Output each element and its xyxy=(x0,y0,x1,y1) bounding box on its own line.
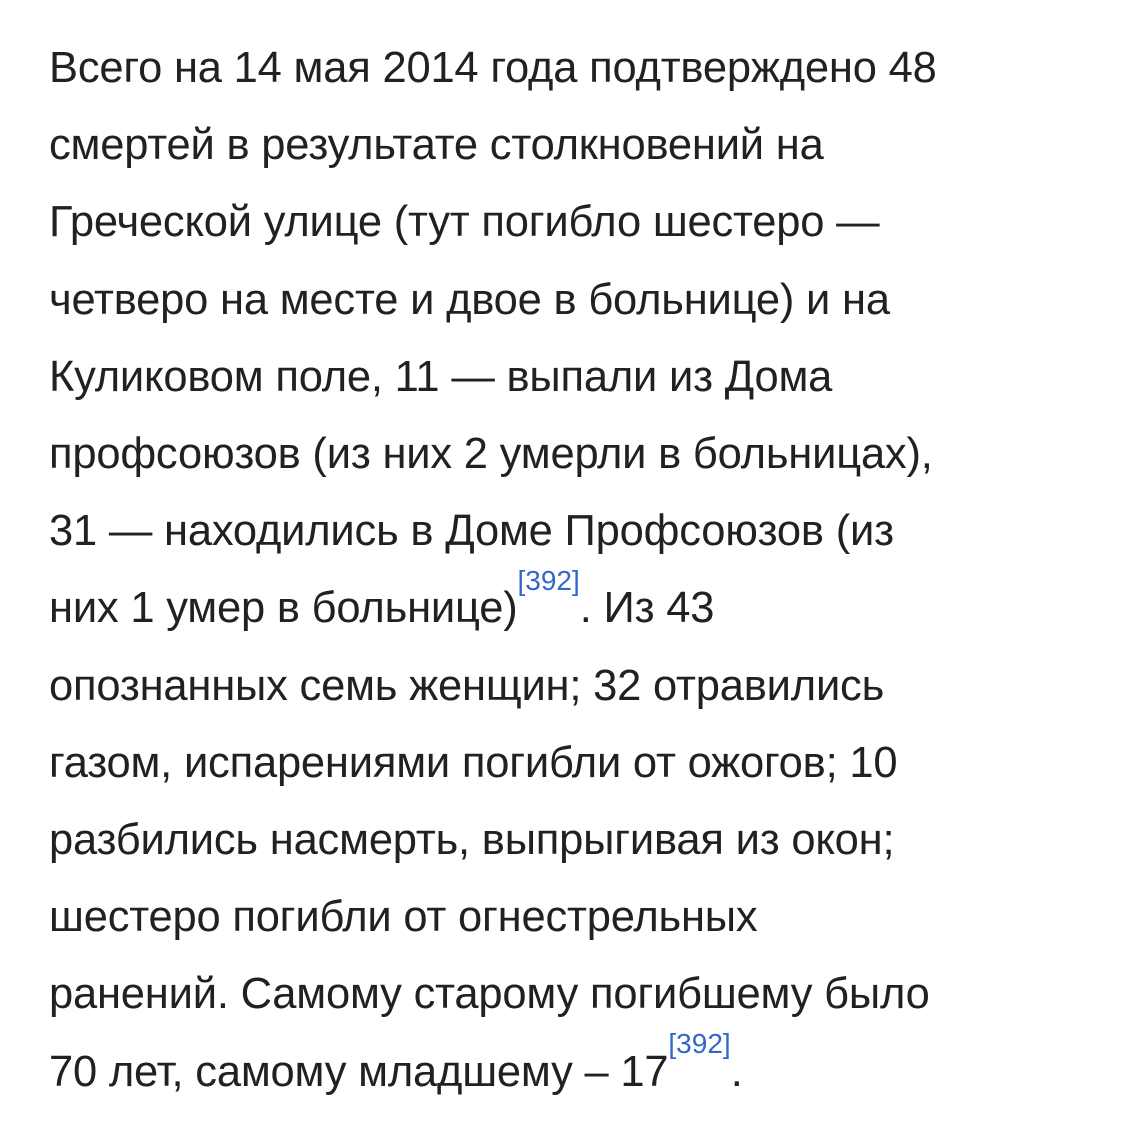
text-line: ранений. Самому старому погибшему было xyxy=(49,970,930,1019)
text-line: четверо на месте и двое в больнице) и на xyxy=(49,275,890,324)
text-line-with-reference xyxy=(49,1028,1099,1111)
article-paragraph xyxy=(49,30,1099,1111)
text-line: Всего на 14 мая 2014 года подтверждено 48 xyxy=(49,44,937,92)
text-line: газом, испарениями погибли от ожогов; 10 xyxy=(49,738,898,787)
text-line: Греческой улице (тут погибло шестеро — xyxy=(49,198,880,247)
citation-link[interactable]: [392] xyxy=(668,1028,731,1060)
text-line: разбились насмерть, выпрыгивая из окон; xyxy=(49,816,895,865)
text-segment: . xyxy=(730,1047,743,1096)
citation-link[interactable]: [392] xyxy=(517,565,580,597)
text-segment: 70 лет, самому младшему – 17 xyxy=(49,1047,669,1096)
text-segment: них 1 умер в больнице) xyxy=(49,584,518,633)
text-line: шестеро погибли от огнестрельных xyxy=(49,893,758,942)
text-line: смертей в результате столкновений на xyxy=(49,121,824,170)
text-line: Куликовом поле, 11 — выпали из Дома xyxy=(49,352,833,401)
text-segment: . Из 43 xyxy=(579,584,715,633)
text-line: опознанных семь женщин; 32 отравились xyxy=(49,661,885,710)
text-line-with-reference xyxy=(49,565,1099,647)
text-line: профсоюзов (из них 2 умерли в больницах), xyxy=(49,430,933,479)
text-line: 31 — находились в Доме Профсоюзов (из xyxy=(49,507,894,556)
